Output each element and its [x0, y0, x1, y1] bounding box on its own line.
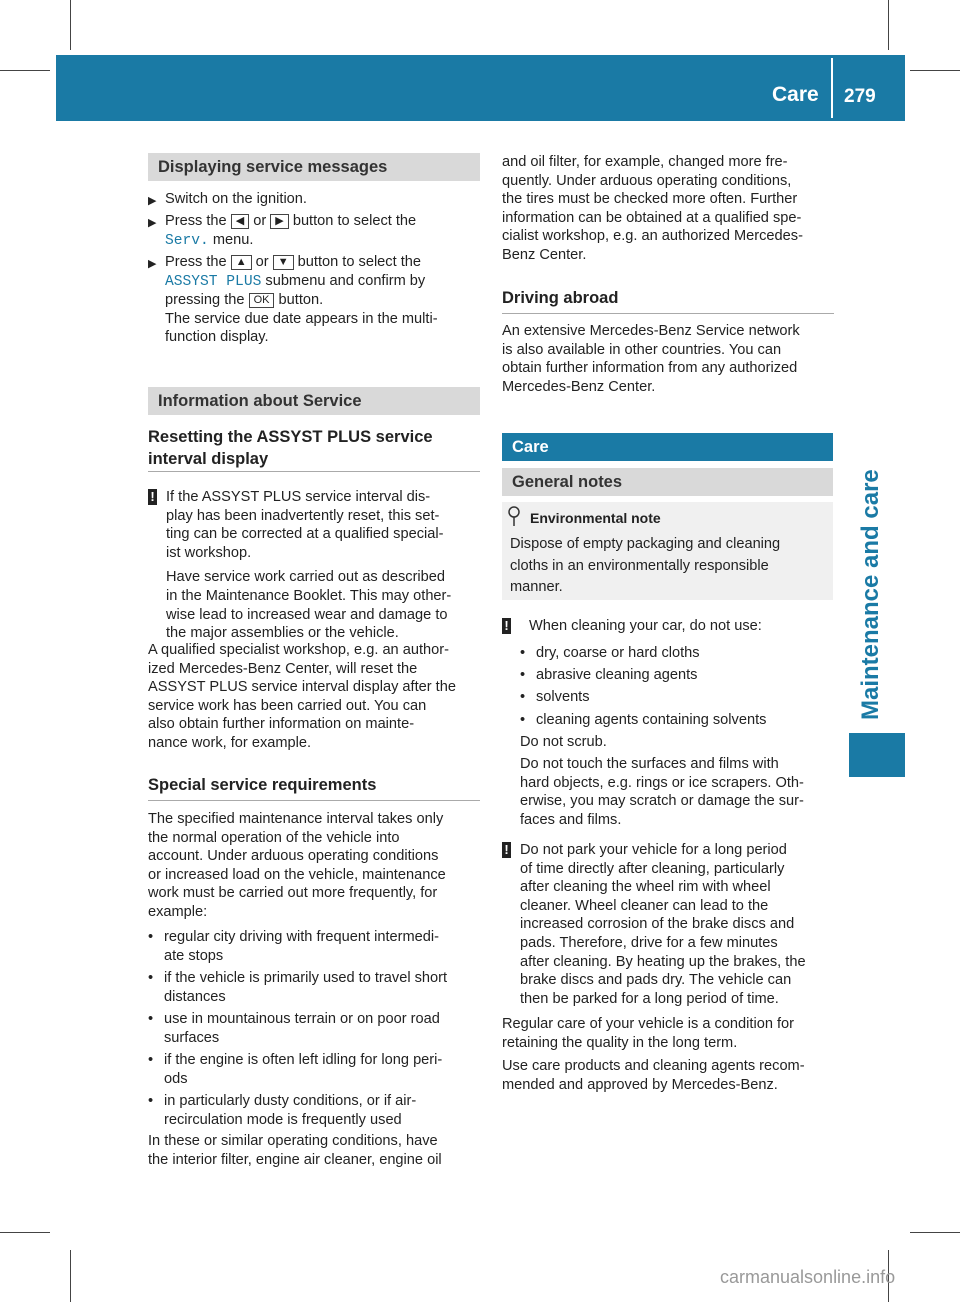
para-abroad: An extensive Mercedes-Benz Service network is also available in other countries. You can obtain further information from any authorized Mercedes-Benz Center.: [502, 323, 800, 395]
para-care-products: Use care products and cleaning agents recom- mended and approved by Mercedes-Benz.: [502, 1058, 805, 1093]
section-bar-displaying: Displaying service messages: [148, 153, 480, 181]
crop-mark: [0, 70, 50, 71]
section-bar-general-notes: General notes: [502, 468, 833, 496]
para-regular-care: Regular care of your vehicle is a condition for retaining the quality in the long term.: [502, 1016, 795, 1051]
list-item: • abrasive cleaning agents: [520, 667, 698, 683]
side-tab-block: [849, 733, 905, 777]
step-3: ▶ Press the ▲ or ▼ button to select the ASSYST PLUS submenu and confirm by pressing the OK button. The service due date appears in the multi- function display.: [148, 254, 438, 346]
heading-driving-abroad: Driving abroad: [502, 289, 619, 307]
note-line: the major assemblies or the vehicle.: [166, 625, 399, 642]
note-text: Do not scrub.: [520, 734, 607, 750]
para-reset: A qualified specialist workshop, e.g. an author- ized Mercedes-Benz Center, will reset the ASSYST PLUS service interval display after the service work has been carried out. You can also obtain further information on mainte- nance work, for example.: [148, 642, 456, 751]
section-bar-care: Care: [502, 433, 833, 461]
note-line: in the Maintenance Booklet. This may other-: [166, 587, 452, 604]
list-item: • in particularly dusty conditions, or if air- recirculation mode is frequently used: [148, 1093, 417, 1128]
header-separator: [831, 58, 833, 118]
warning-note-parking: ! Do not park your vehicle for a long period of time directly after cleaning, particularly after cleaning the wheel rim with wheel cleaner. Wheel cleaner can lead to the increased corrosion of the brake discs and pads. Therefore, drive for a few minutes after cleaning. By heating up the brakes, the brake discs and pads dry. The vehicle can then be parked for a long period of time.: [502, 841, 840, 1008]
heading-resetting: Resetting the ASSYST PLUS service interval display: [148, 428, 433, 468]
note-text: Do not touch the surfaces and films with hard objects, e.g. rings or ice scrapers. Oth- erwise, you may scratch or damage the sur- faces and films.: [520, 756, 804, 828]
environmental-note-text: Dispose of empty packaging and cleaning cloths in an environmentally responsible manner.: [510, 536, 781, 595]
down-key-icon: ▼: [273, 255, 294, 270]
warning-icon: !: [148, 489, 157, 505]
right-key-icon: ▶: [270, 214, 288, 229]
list-item: • use in mountainous terrain or on poor road surfaces: [148, 1011, 440, 1046]
note-line: ting can be corrected at a qualified special-: [166, 526, 444, 543]
heading-special: Special service requirements: [148, 776, 377, 794]
crop-mark: [70, 1250, 71, 1302]
note-line: wise lead to increased wear and damage to: [166, 606, 448, 623]
para-special-2: In these or similar operating conditions, have the interior filter, engine air cleaner, engine oil: [148, 1133, 442, 1168]
list-item: • dry, coarse or hard cloths: [520, 645, 700, 661]
rule: [148, 800, 480, 801]
list-item: • if the vehicle is primarily used to travel short distances: [148, 970, 448, 1005]
step-1: ▶ Switch on the ignition.: [148, 190, 480, 209]
step-arrow-icon: ▶: [148, 258, 157, 270]
environmental-icon: [508, 505, 520, 533]
warning-icon: !: [502, 618, 511, 634]
rule: [502, 313, 834, 314]
ok-key-icon: OK: [249, 293, 275, 308]
environmental-note-title: Environmental note: [530, 510, 661, 526]
para-special: The specified maintenance interval takes only the normal operation of the vehicle into account. Under arduous operating conditions or increased load on the vehicle, maintenance work must be carried out more frequently, for example:: [148, 811, 446, 920]
section-bar-information: Information about Service: [148, 387, 480, 415]
step-arrow-icon: ▶: [148, 195, 157, 207]
note-line: ist workshop.: [166, 544, 252, 561]
page-number: 279: [844, 86, 876, 107]
warning-icon: !: [502, 842, 511, 858]
para-continued: and oil filter, for example, changed more fre- quently. Under arduous operating conditions, the tires must be checked more often. Further information can be obtained at a qualified spe- cialist workshop, e.g. an authorized Mercedes- Benz Center.: [502, 154, 803, 263]
menu-serv: Serv.: [165, 232, 209, 249]
up-key-icon: ▲: [231, 255, 252, 270]
note-line: If the ASSYST PLUS service interval dis-: [166, 489, 431, 505]
list-item: • regular city driving with frequent intermedi- ate stops: [148, 929, 439, 964]
footer-watermark: carmanualsonline.info: [720, 1267, 896, 1287]
note-line: play has been inadvertently reset, this set-: [166, 507, 440, 524]
list-item: • solvents: [520, 689, 590, 705]
step-2: ▶ Press the ◀ or ▶ button to select the Serv. menu.: [148, 213, 417, 249]
list-item: • if the engine is often left idling for long peri- ods: [148, 1052, 443, 1087]
note-line: Have service work carried out as described: [166, 569, 446, 586]
crop-mark: [910, 70, 960, 71]
crop-mark: [910, 1232, 960, 1233]
crop-mark: [888, 0, 889, 50]
warning-note-reset: [148, 488, 484, 643]
header-section-title: Care: [772, 83, 819, 106]
left-key-icon: ◀: [231, 214, 249, 229]
crop-mark: [0, 1232, 50, 1233]
warning-note-cleaning: ! When cleaning your car, do not use:: [502, 617, 838, 640]
list-item: • cleaning agents containing solvents: [520, 712, 767, 728]
submenu-assyst-plus: ASSYST PLUS: [165, 273, 262, 290]
side-tab-label: Maintenance and care: [857, 469, 884, 720]
rule: [148, 471, 480, 472]
crop-mark: [70, 0, 71, 50]
step-arrow-icon: ▶: [148, 217, 157, 229]
